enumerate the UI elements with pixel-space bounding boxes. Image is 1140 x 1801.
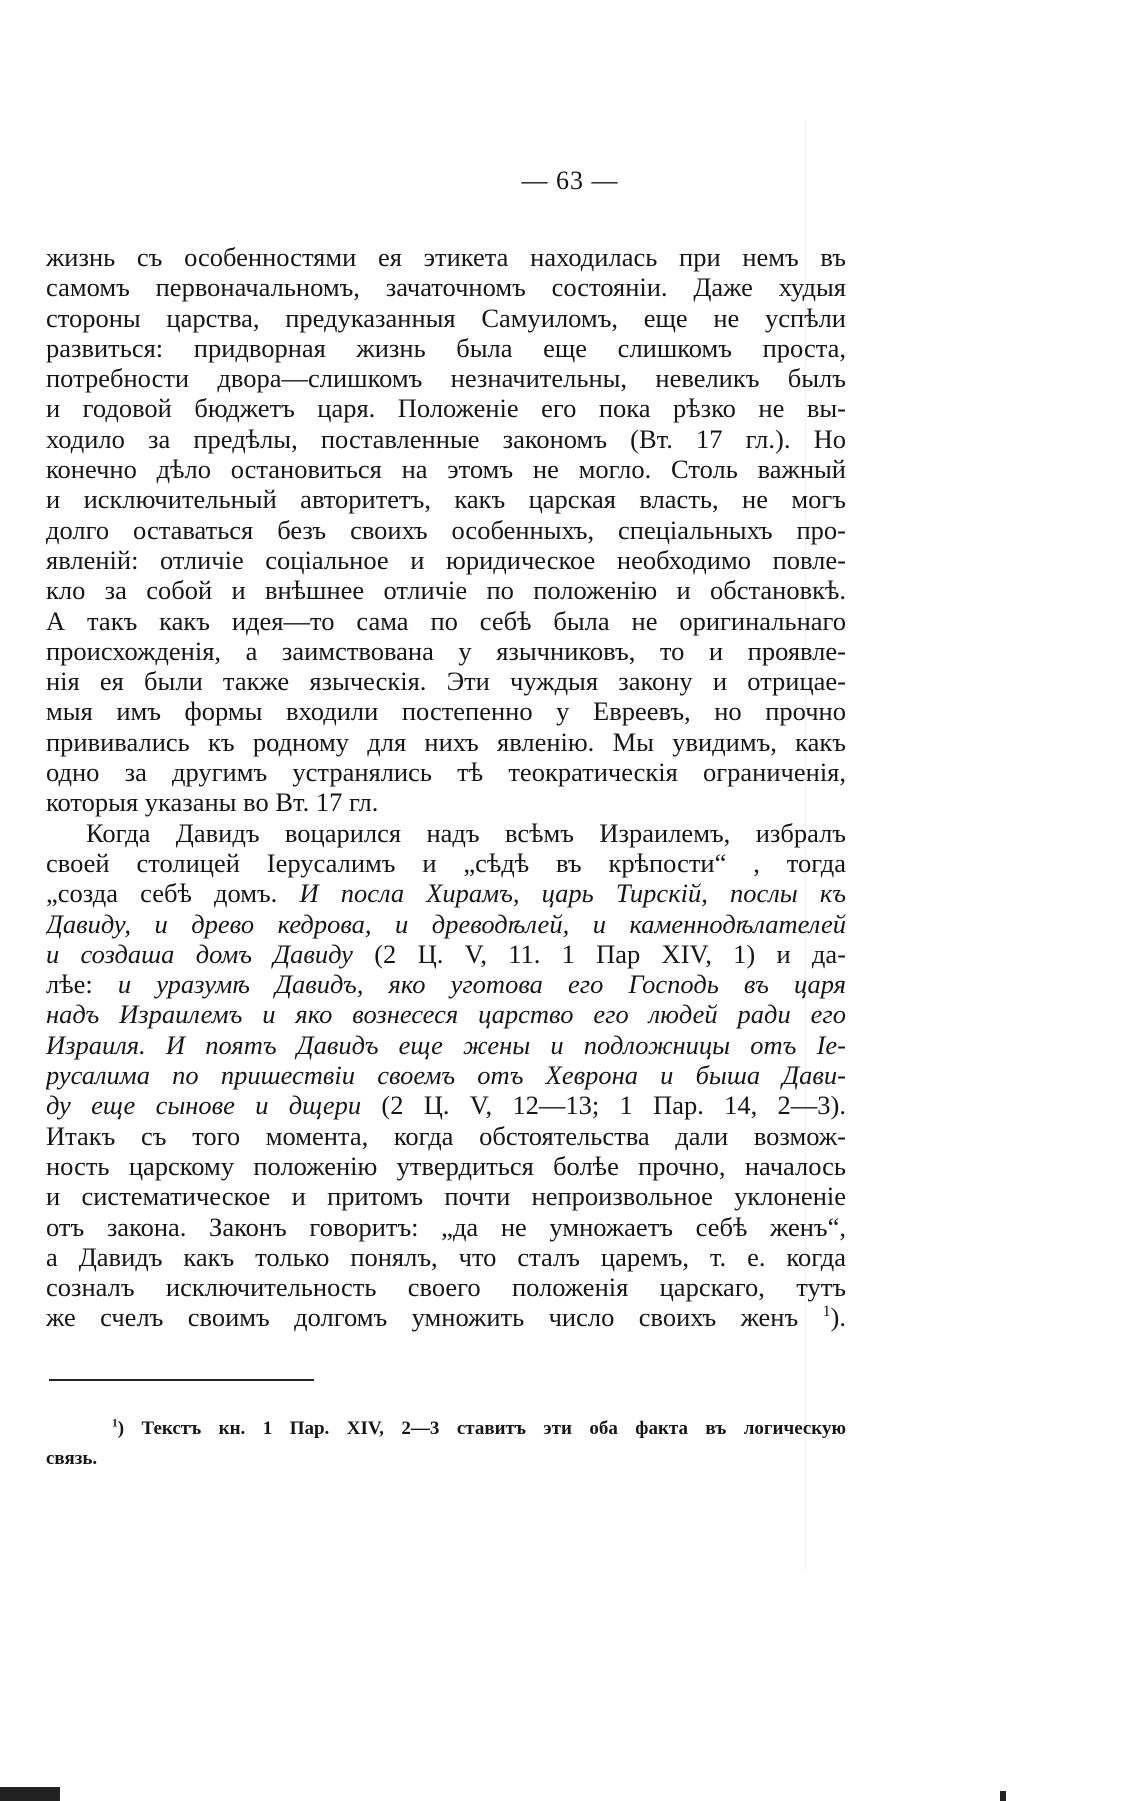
text-line: и исключительный авторитетъ, какъ царская власть, не могъ: [46, 484, 846, 515]
quote-italic-line: русалима по пришествiи своемъ отъ Хеврона и быша Дави-: [46, 1060, 846, 1091]
text-segment: же счелъ своимъ долгомъ умножить число своихъ женъ: [46, 1302, 823, 1333]
quote-italic: ду еще сынове и дщери: [46, 1090, 362, 1121]
footnote-line: связь.: [46, 1448, 98, 1469]
text-line: Когда Давидъ воцарился надъ всѣмъ Израилемъ, избралъ: [86, 817, 846, 848]
text-segment: ).: [830, 1302, 846, 1333]
text-line: одно за другимъ устранялись тѣ теократическiя ограниченiя,: [46, 757, 846, 788]
text-line: [46, 939, 846, 969]
text-line: стороны царства, предуказанныя Самуиломъ, еще не успѣли: [46, 302, 846, 333]
quote-italic-line: Давиду, и древо кедрова, и древодѣлей, и каменнодѣлателей: [46, 908, 846, 939]
text-line: [46, 969, 846, 999]
text-line: долго оставаться безъ своихъ особенныхъ, спецiальныхъ про-: [46, 514, 846, 545]
text-line: нiя ея были также языческiя. Эти чуждыя закону и отрицае-: [46, 666, 846, 697]
text-line: созналъ исключительность своего положенiя царскаго, тутъ: [46, 1272, 846, 1303]
text-line: [46, 878, 846, 908]
text-segment: лѣе:: [46, 969, 118, 1000]
scan-artifact-right: [1000, 1791, 1006, 1801]
footnote-text: ) Текстъ кн. 1 Пар. XIV, 2—3 ставитъ эти оба факта въ логическую: [117, 1418, 846, 1439]
text-line: мыя имъ формы входили постепенно у Евреевъ, но прочно: [46, 696, 846, 727]
text-line: кло за собой и внѣшнее отличiе по положенiю и обстановкѣ.: [46, 575, 846, 606]
footnote-separator: [49, 1379, 314, 1381]
text-line: прививались къ родному для нихъ явленiю. Мы увидимъ, какъ: [46, 726, 846, 757]
text-line: ходило за предѣлы, поставленные закономъ (Вт. 17 гл.). Но: [46, 423, 846, 454]
text-line: [46, 1090, 846, 1120]
body-text: [46, 242, 846, 1333]
quote-italic: И посла Хирамъ, царь Тирскiй, послы къ: [299, 878, 846, 909]
text-line: [46, 1302, 846, 1332]
quote-italic-line: Израиля. И поятъ Давидъ еще жены и подложницы отъ Iе-: [46, 1029, 846, 1060]
text-segment: „созда себѣ домъ.: [46, 878, 300, 909]
text-line: А такъ какъ идея—то сама по себѣ была не оригинальнаго: [46, 605, 846, 636]
footnote: [46, 1414, 846, 1474]
text-segment: (2 Ц. V, 11. 1 Пар XIV, 1) и да-: [352, 938, 846, 969]
footnote-marker: 1: [112, 1417, 118, 1430]
text-segment: (2 Ц. V, 12—13; 1 Пар. 14, 2—3).: [361, 1090, 846, 1121]
text-line: потребности двора—слишкомъ незначительны, невеликъ былъ: [46, 363, 846, 394]
text-line: отъ закона. Законъ говоритъ: „да не умножаетъ себѣ женъ“,: [46, 1211, 846, 1242]
text-line: а Давидъ какъ только понялъ, что сталъ царемъ, т. е. когда: [46, 1241, 846, 1272]
text-line: Итакъ съ того момента, когда обстоятельства дали возмож-: [46, 1120, 846, 1151]
text-line: явленiй: отличiе соцiальное и юридическое необходимо повле-: [46, 544, 846, 575]
text-line: происхожденiя, а заимствована у язычниковъ, то и проявле-: [46, 635, 846, 666]
text-line: самомъ первоначальномъ, зачаточномъ состоянiи. Даже худыя: [46, 272, 846, 303]
text-line: конечно дѣло остановиться на этомъ не могло. Столь важный: [46, 454, 846, 485]
footnote-line: [46, 1414, 846, 1444]
quote-italic-line: надъ Израилемъ и яко вознесеся царство его людей ради его: [46, 999, 846, 1030]
quote-italic: и уразумѣ Давидъ, яко уготова его Господь въ царя: [117, 969, 846, 1000]
scan-artifact-left: [0, 1787, 60, 1801]
text-line: которыя указаны во Вт. 17 гл.: [46, 787, 379, 818]
quote-italic: и создаша домъ Давиду: [46, 938, 353, 969]
page-number: — 63 —: [521, 166, 619, 195]
footnote-reference: 1: [822, 1303, 831, 1321]
text-line: развиться: придворная жизнь была еще слишкомъ проста,: [46, 332, 846, 363]
text-line: ность царскому положенiю утвердиться болѣе прочно, началось: [46, 1150, 846, 1181]
text-line: жизнь съ особенностями ея этикета находилась при немъ въ: [46, 242, 846, 272]
text-line: и систематическое и притомъ почти непроизвольное уклоненiе: [46, 1181, 846, 1212]
text-line: и годовой бюджетъ царя. Положенiе его пока рѣзко не вы-: [46, 393, 846, 424]
text-line: своей столицей Iерусалимъ и „сѣдѣ въ крѣпости“ , тогда: [46, 847, 846, 878]
